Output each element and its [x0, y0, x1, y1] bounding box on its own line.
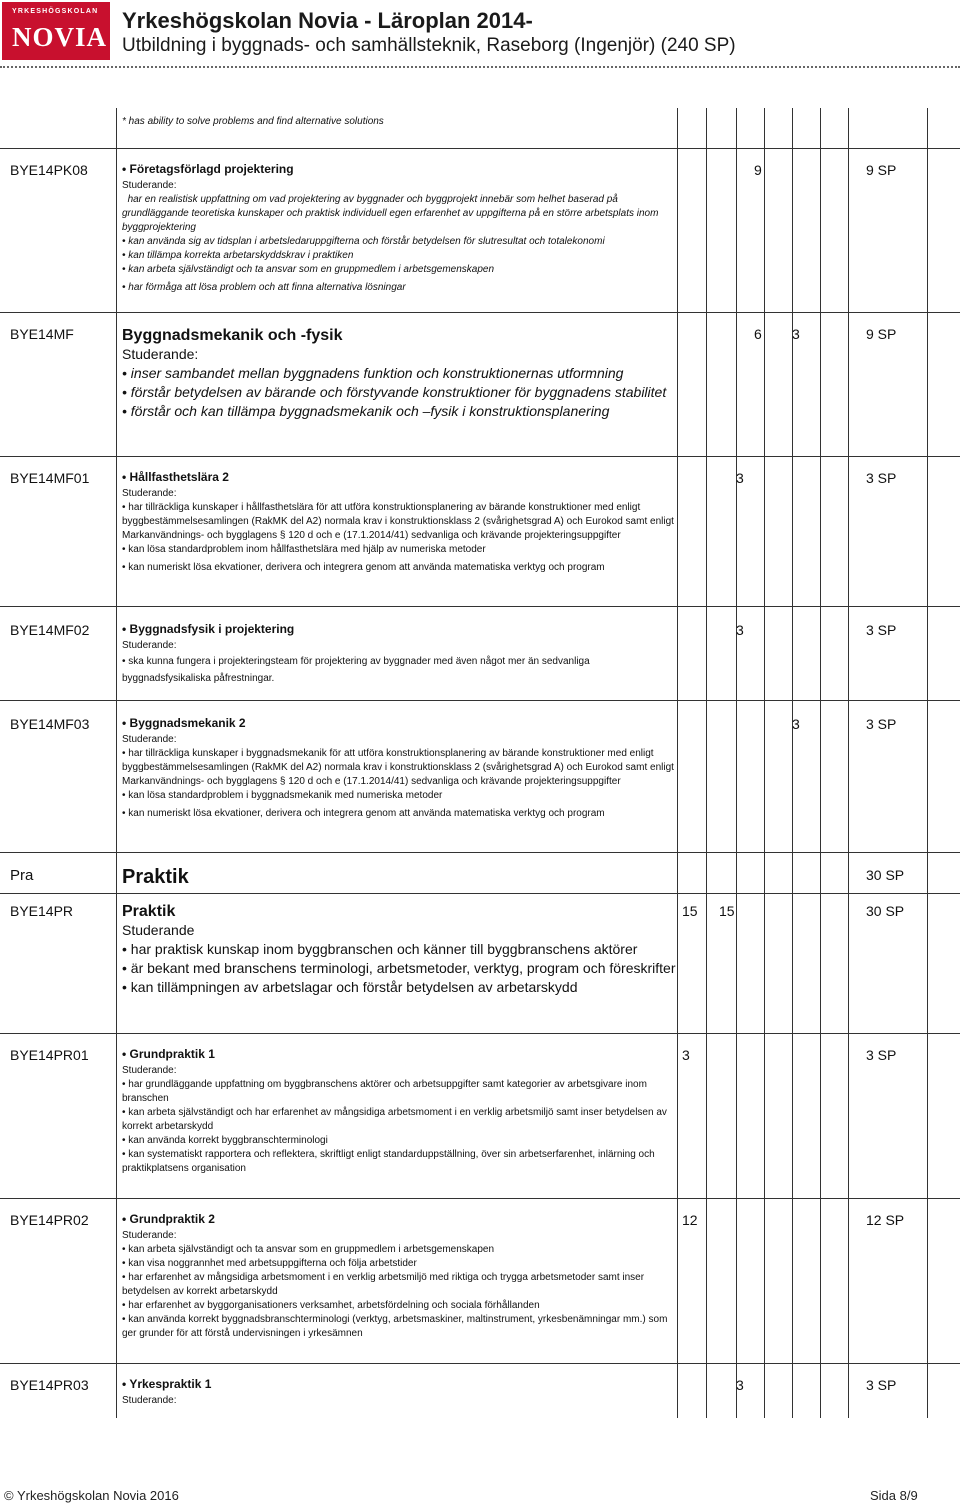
section-total-sp: 30 SP: [866, 867, 905, 883]
column-divider: [706, 108, 707, 1418]
total-sp: 9 SP: [866, 326, 897, 342]
outcome-item: • kan lösa standardproblem i byggnadsmekanik med numeriska metoder: [122, 790, 443, 801]
outcome-item: • har erfarenhet av mångsidiga arbetsmoment i en verklig arbetsmiljö med riktiga och trygga arbetsmetoder samt inser betydelsen av korrekt arbetarskydd: [122, 1272, 645, 1297]
students-label: Studerande:: [122, 1395, 177, 1406]
row-divider: [0, 456, 960, 457]
credit-value: 3: [736, 622, 744, 638]
outcome-item: • har tillräckliga kunskaper i byggnadsmekanik för att utföra konstruktionsplanering av bärande konstruktioner med enligt byggbestämmelsesamlingen (RakMK del A2) normala krav i konstruktionsklass 2 (svårighetsgrad A) och Eurokod samt enligt Markanvändnings- och bygglagens § 120 d och e (17.1.2014/41) sedvanliga och krävande projekteringsuppgifter: [122, 748, 674, 787]
outcome-item: • förstår och kan tillämpa byggnadsmekanik och –fysik i konstruktionsplanering: [122, 403, 610, 419]
outcome-item: • kan systematiskt rapportera och reflektera, skriftligt enligt standarduppställning, över sin arbetserfarenhet, inlärning och praktikplatsens organisation: [122, 1149, 655, 1174]
credit-value: 9: [754, 162, 762, 178]
outcome-item: • inser sambandet mellan byggnadens funktion och konstruktionernas utformning: [122, 365, 624, 381]
outcome-item: • kan använda korrekt byggbranschterminologi: [122, 1135, 328, 1146]
course-description: [122, 716, 678, 821]
outcome-item: • förstår betydelsen av bärande och förstyvande konstruktioner för byggnadens stabilitet: [122, 384, 667, 400]
course-title: • Grundpraktik 1: [122, 1047, 215, 1061]
row-divider: [0, 700, 960, 701]
column-divider: [764, 108, 765, 1418]
students-label: Studerande:: [122, 734, 177, 745]
outcome-item: • kan tillämpa korrekta arbetarskyddskrav i praktiken: [122, 250, 354, 261]
course-description: [122, 326, 678, 421]
outcome-item: • har förmåga att lösa problem och att finna alternativa lösningar: [122, 282, 406, 293]
row-divider: [0, 606, 960, 607]
course-code: BYE14PR: [10, 903, 74, 919]
course-description: [122, 622, 678, 687]
course-title: • Hållfasthetslära 2: [122, 470, 229, 484]
course-code: BYE14PR03: [10, 1377, 89, 1393]
credit-value: 3: [736, 1377, 744, 1393]
course-title: • Företagsförlagd projektering: [122, 162, 294, 176]
credit-value: 3: [682, 1047, 690, 1063]
students-label: Studerande:: [122, 1065, 177, 1076]
total-sp: 3 SP: [866, 470, 897, 486]
outcome-item: • har grundläggande uppfattning om byggbranschens aktörer och arbetsuppgifter samt kategorier av arbetsgivare inom branschen: [122, 1079, 647, 1104]
course-code: BYE14PR01: [10, 1047, 89, 1063]
credit-value: 3: [792, 716, 800, 732]
outcome-item: • har tillräckliga kunskaper i hållfasthetslära för att utföra konstruktionsplanering av bärande konstruktioner med enligt byggbestämmelsesamlingen (RakMK del A2) normala krav i konstruktionsklass 2 (svårighetsgrad A) och Eurokod samt enligt Markanvändnings- och bygglagens § 120 d och e (17.1.2014/41) sedvanliga och krävande projekteringsuppgifter: [122, 502, 674, 541]
students-label: Studerande:: [122, 180, 177, 191]
total-sp: 3 SP: [866, 622, 897, 638]
students-label: Studerande:: [122, 346, 199, 362]
course-code: BYE14MF: [10, 326, 74, 342]
course-title: • Yrkespraktik 1: [122, 1377, 212, 1391]
outcome-item: • kan lösa standardproblem inom hållfasthetslära med hjälp av numeriska metoder: [122, 544, 486, 555]
page-header: [0, 0, 960, 64]
course-title: Praktik: [122, 903, 176, 920]
students-label: Studerande: [122, 922, 195, 938]
course-title: • Byggnadsfysik i projektering: [122, 622, 295, 636]
credit-value: 3: [792, 326, 800, 342]
document-subtitle: Utbildning i byggnads- och samhällsteknik, Raseborg (Ingenjör) (240 SP): [122, 35, 736, 56]
document-title: Yrkeshögskolan Novia - Läroplan 2014-: [122, 8, 533, 33]
outcome-item: • kan tillämpningen av arbetslagar och förstår betydelsen av arbetarskydd: [122, 979, 578, 995]
total-sp: 12 SP: [866, 1212, 905, 1228]
footer-copyright: © Yrkeshögskolan Novia 2016: [4, 1488, 179, 1503]
course-code: BYE14PK08: [10, 162, 88, 178]
novia-logo: [2, 2, 110, 60]
continued-note: [122, 115, 678, 129]
logo-big-text: NOVIA: [12, 22, 108, 52]
section-code: Pra: [10, 867, 34, 884]
row-divider: [0, 148, 960, 149]
outcome-item: • kan arbeta självständigt och ta ansvar som en gruppmedlem i arbetsgemenskapen: [122, 264, 495, 275]
course-description: [122, 1377, 678, 1408]
students-label: Studerande:: [122, 640, 177, 651]
column-divider: [927, 108, 928, 1418]
credit-value: 15: [682, 903, 698, 919]
credit-value: 6: [754, 326, 762, 342]
course-description: [122, 470, 678, 575]
total-sp: 30 SP: [866, 903, 905, 919]
outcome-item: har en realistisk uppfattning om vad projektering av byggnader och byggprojekt innebär som helhet baserad på grundläggande teoretiska kunskaper och praktisk individuell egen erfarenhet av uppgifterna på en större arbetsplats inom byggprojektering: [122, 194, 659, 233]
total-sp: 9 SP: [866, 162, 897, 178]
course-description: [122, 1047, 678, 1176]
column-divider: [848, 108, 849, 1418]
course-description: [122, 162, 678, 295]
students-label: Studerande:: [122, 488, 177, 499]
course-title: • Byggnadsmekanik 2: [122, 716, 246, 730]
note-text: * has ability to solve problems and find alternative solutions: [122, 116, 384, 127]
row-divider: [0, 1033, 960, 1034]
course-description: [122, 902, 678, 997]
course-title: • Grundpraktik 2: [122, 1212, 215, 1226]
column-divider: [792, 108, 793, 1418]
column-divider: [116, 108, 117, 1418]
outcome-item: • kan visa noggrannhet med arbetsuppgifterna och följa arbetstider: [122, 1258, 417, 1269]
outcome-item: • ska kunna fungera i projekteringsteam för projektering av byggnader med även något mer än sedvanliga byggnadsfysikaliska påfrestningar.: [122, 656, 590, 684]
students-label: Studerande:: [122, 1230, 177, 1241]
total-sp: 3 SP: [866, 1377, 897, 1393]
outcome-item: • är bekant med branschens terminologi, arbetsmetoder, verktyg, program och föreskrifter: [122, 960, 676, 976]
outcome-item: • kan numeriskt lösa ekvationer, derivera och integrera genom att använda matematiska verktyg och program: [122, 562, 605, 573]
course-code: BYE14MF01: [10, 470, 90, 486]
outcome-item: • har praktisk kunskap inom byggbranschen och känner till byggbranschens aktörer: [122, 941, 638, 957]
row-divider: [0, 852, 960, 853]
logo-small-text: YRKESHÖGSKOLAN: [12, 8, 99, 15]
total-sp: 3 SP: [866, 1047, 897, 1063]
course-code: BYE14MF02: [10, 622, 90, 638]
header-divider: [0, 66, 960, 68]
column-divider: [820, 108, 821, 1418]
course-description: [122, 1212, 678, 1341]
footer-page-number: Sida 8/9: [870, 1488, 918, 1503]
section-title: Praktik: [122, 866, 189, 888]
row-divider: [0, 1198, 960, 1199]
outcome-item: • kan numeriskt lösa ekvationer, derivera och integrera genom att använda matematiska verktyg och program: [122, 808, 605, 819]
row-divider: [0, 1363, 960, 1364]
credit-value: 15: [719, 903, 735, 919]
credit-value: 12: [682, 1212, 698, 1228]
course-code: BYE14MF03: [10, 716, 90, 732]
outcome-item: • kan använda sig av tidsplan i arbetsledaruppgifterna och förstår betydelsen för slutresultat och totalekonomi: [122, 236, 605, 247]
row-divider: [0, 312, 960, 313]
total-sp: 3 SP: [866, 716, 897, 732]
outcome-item: • har erfarenhet av byggorganisationers verksamhet, arbetsfördelning och sociala förhållanden: [122, 1300, 540, 1311]
column-divider: [736, 108, 737, 1418]
course-code: BYE14PR02: [10, 1212, 89, 1228]
course-title: Byggnadsmekanik och -fysik: [122, 327, 343, 344]
row-divider: [0, 893, 960, 894]
outcome-item: • kan arbeta självständigt och ta ansvar som en gruppmedlem i arbetsgemenskapen: [122, 1244, 495, 1255]
credit-value: 3: [736, 470, 744, 486]
outcome-item: • kan arbeta självständigt och har erfarenhet av mångsidiga arbetsmoment i en verklig arbetsmiljö samt inser betydelsen av korrekt arbetarskydd: [122, 1107, 667, 1132]
outcome-item: • kan använda korrekt byggnadsbranschterminologi (verktyg, arbetsmaskiner, maltinstrument, yrkesbenämningar mm.) som ger grunder för att förstå undervisningen i yrkesämnen: [122, 1314, 668, 1339]
